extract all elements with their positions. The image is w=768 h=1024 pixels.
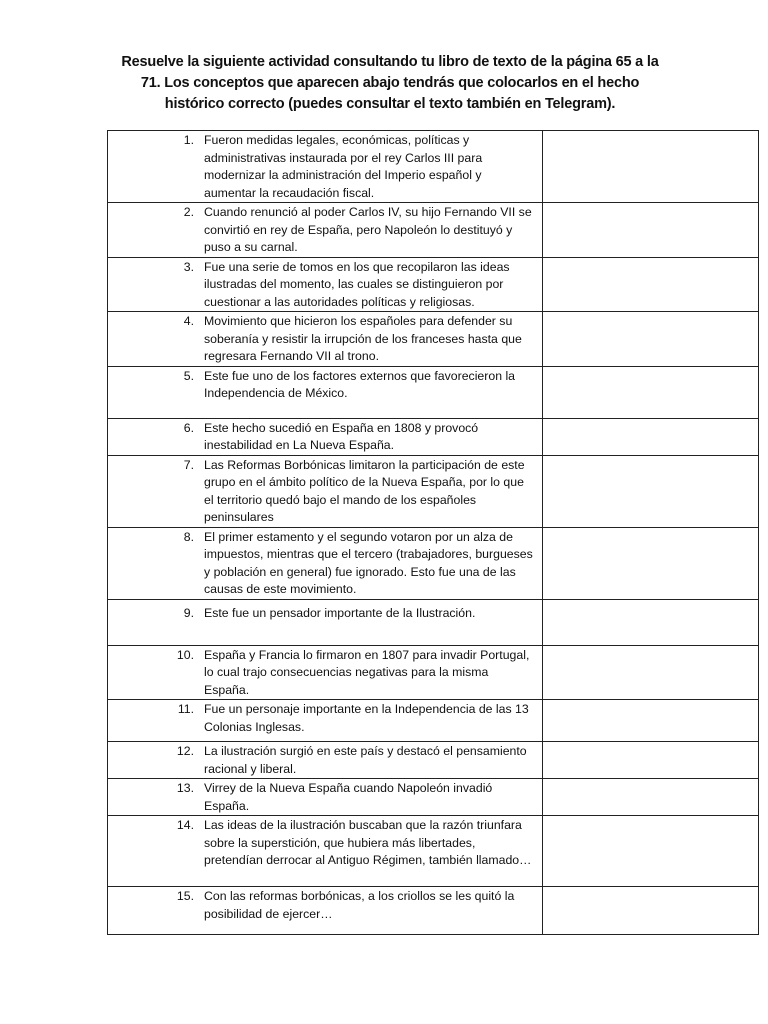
table-row [108,527,759,599]
table-row [108,887,759,935]
item-number: 4. [183,314,194,328]
table-row [108,312,759,367]
answer-cell[interactable] [543,599,759,645]
item-number: 9. [183,605,194,620]
answer-cell[interactable] [543,366,759,418]
item-text: Cuando renunció al poder Carlos IV, su hijo Fernando VII se convirtió en rey de España, pero Napoleón lo destituyó y puso a su carnal. [204,205,532,254]
item-number: 3. [183,259,194,274]
table-row [108,203,759,258]
item-text: Con las reformas borbónicas, a los criollos se les quitó la posibilidad de ejercer… [204,889,515,921]
answer-cell[interactable] [543,700,759,742]
item-number: 15. [176,889,194,903]
instructions-heading: Resuelve la siguiente actividad consultando tu libro de texto de la página 65 a la 71. Los conceptos que aparecen abajo tendrás que colocarlos en el hecho histórico correcto (puedes consultar el texto también en Telegram). [121,54,659,112]
question-cell [108,645,543,700]
question-cell [108,599,543,645]
question-cell [108,887,543,935]
question-cell [108,742,543,779]
table-row [108,257,759,312]
answer-cell[interactable] [543,418,759,455]
answer-cell[interactable] [543,887,759,935]
table-row [108,131,759,203]
question-cell [108,131,543,203]
question-cell [108,418,543,455]
question-cell [108,779,543,816]
item-number: 12. [176,744,194,758]
item-number: 13. [176,781,194,795]
table-row [108,366,759,418]
answer-cell[interactable] [543,312,759,367]
item-text: Movimiento que hicieron los españoles para defender su soberanía y resistir la irrupción de los franceses hasta que regresara Fernando VII al trono. [204,314,522,363]
item-text: Fueron medidas legales, económicas, políticas y administrativas instaurada por el rey Carlos III para modernizar la administración del Imperio español y aumentar la recaudación fiscal. [204,133,483,200]
table-row [108,816,759,887]
table-row [108,418,759,455]
item-number: 11. [177,702,194,716]
item-text: El primer estamento y el segundo votaron por un alza de impuestos, mientras que el tercero (trabajadores, burgueses y población en general) fue ignorado. Esto fue una de las causas de este movimiento. [204,529,533,596]
item-text: Las Reformas Borbónicas limitaron la participación de este grupo en el ámbito político de la Nueva España, por lo que el territorio quedó bajo el mando de los españoles peninsulares [204,457,525,524]
table-row [108,779,759,816]
question-cell [108,366,543,418]
question-cell [108,527,543,599]
item-number: 8. [183,529,194,544]
answer-cell[interactable] [543,816,759,887]
item-number: 5. [183,368,194,383]
question-cell [108,203,543,258]
table-row [108,599,759,645]
item-number: 10. [176,647,194,662]
answer-cell[interactable] [543,645,759,700]
answer-cell[interactable] [543,742,759,779]
item-text: Fue una serie de tomos en los que recopilaron las ideas ilustradas del momento, las cuales se distinguieron por cuestionar a las autoridades políticas y religiosas. [204,259,510,309]
answer-cell[interactable] [543,203,759,258]
table-row [108,645,759,700]
answer-cell[interactable] [543,257,759,312]
question-cell [108,257,543,312]
item-number: 1. [183,133,194,147]
answer-cell[interactable] [543,455,759,527]
answer-cell[interactable] [543,779,759,816]
item-text: Este fue uno de los factores externos que favorecieron la Independencia de México. [204,368,516,400]
item-text: España y Francia lo firmaron en 1807 para invadir Portugal, lo cual trajo consecuencias negativas para la misma España. [204,647,530,697]
item-number: 14. [176,818,194,832]
activity-table [107,130,759,935]
answer-cell[interactable] [543,527,759,599]
item-number: 7. [183,457,194,472]
item-text: Virrey de la Nueva España cuando Napoleón invadió España. [204,781,493,813]
question-cell [108,312,543,367]
item-text: Este fue un pensador importante de la Ilustración. [204,605,476,620]
question-cell [108,700,543,742]
question-cell [108,455,543,527]
table-row [108,455,759,527]
item-text: Las ideas de la ilustración buscaban que la razón triunfara sobre la superstición, que hubiera más libertades, pretendían derrocar al Antiguo Régimen, también llamado… [204,818,532,867]
table-row [108,742,759,779]
item-number: 6. [183,420,194,435]
item-text: Fue un personaje importante en la Independencia de las 13 Colonias Inglesas. [204,702,529,734]
item-text: Este hecho sucedió en España en 1808 y provocó inestabilidad en La Nueva España. [204,420,479,452]
question-cell [108,816,543,887]
item-number: 2. [183,205,194,219]
answer-cell[interactable] [543,131,759,203]
item-text: La ilustración surgió en este país y destacó el pensamiento racional y liberal. [204,744,527,776]
table-row [108,700,759,742]
